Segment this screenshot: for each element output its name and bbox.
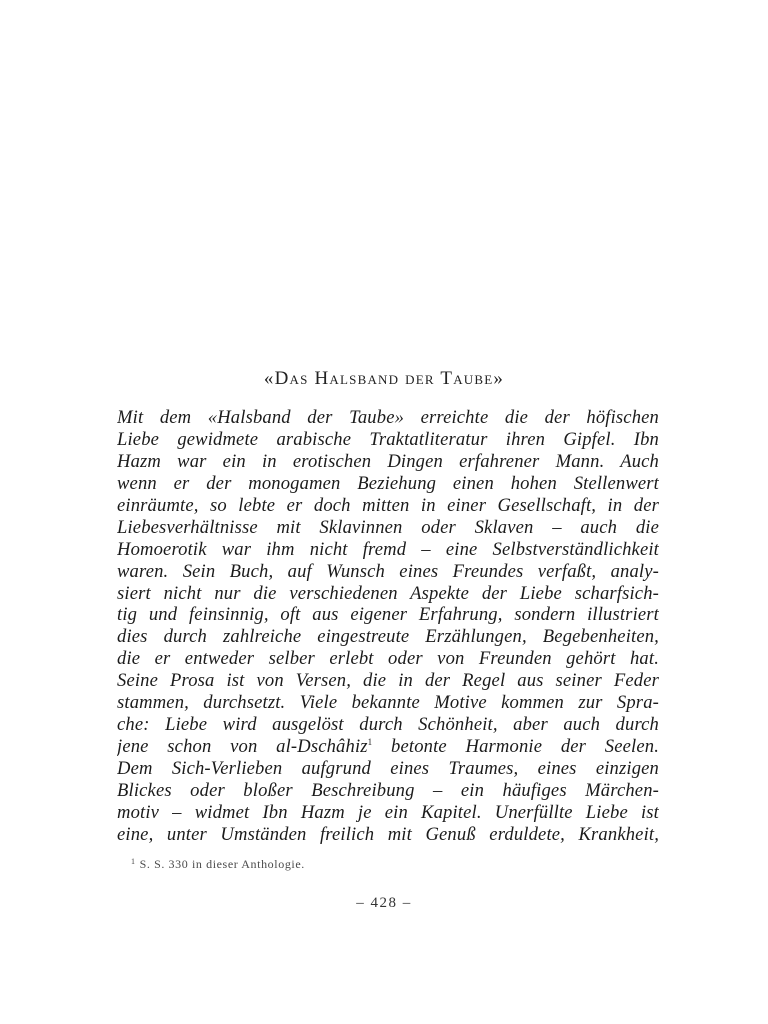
- body-line: Mit dem «Halsband der Taube» erreichte die der höfischen: [117, 407, 659, 428]
- footnote: [131, 857, 651, 872]
- body-line-with-footnote: [117, 736, 659, 758]
- body-line: Blickes oder bloßer Beschreibung – ein häufiges Märchen-: [117, 779, 659, 801]
- body-line: siert nicht nur die verschiedenen Aspekte der Liebe scharfsich-: [117, 582, 659, 604]
- body-line: waren. Sein Buch, auf Wunsch eines Freundes verfaßt, analy-: [117, 560, 659, 582]
- body-line: Liebe gewidmete arabische Traktatliteratur ihren Gipfel. Ibn: [117, 428, 659, 450]
- body-line: tig und feinsinnig, oft aus eigener Erfahrung, sondern illustriert: [117, 604, 659, 626]
- body-text: [117, 407, 659, 846]
- body-line-part: jene schon von al-Dschâhiz: [117, 736, 368, 758]
- chapter-title: «Das Halsband der Taube»: [263, 368, 505, 389]
- body-line: che: Liebe wird ausgelöst durch Schönheit, aber auch durch: [117, 714, 659, 736]
- body-line: wenn er der monogamen Beziehung einen hohen Stellenwert: [117, 472, 659, 494]
- body-line: Seine Prosa ist von Versen, die in der Regel aus seiner Feder: [117, 670, 659, 692]
- body-line: einräumte, so lebte er doch mitten in einer Gesellschaft, in der: [117, 494, 659, 516]
- footnote-reference[interactable]: 1: [367, 737, 373, 748]
- body-line-part: betonte Harmonie der Seelen.: [372, 736, 659, 758]
- body-line: dies durch zahlreiche eingestreute Erzählungen, Begebenheiten,: [117, 626, 659, 648]
- body-line: stammen, durchsetzt. Viele bekannte Motive kommen zur Spra-: [117, 692, 659, 714]
- footnote-text: S. S. 330 in dieser Anthologie.: [139, 857, 305, 871]
- page-number: – 428 –: [356, 895, 412, 911]
- body-line: Dem Sich-Verlieben aufgrund eines Traumes, eines einzigen: [117, 758, 659, 779]
- body-line: eine, unter Umständen freilich mit Genuß erduldete, Krankheit,: [117, 823, 659, 845]
- footnote-mark: 1: [131, 857, 136, 866]
- body-line: Hazm war ein in erotischen Dingen erfahrener Mann. Auch: [117, 450, 659, 472]
- body-line: Liebesverhältnisse mit Sklavinnen oder Sklaven – auch die: [117, 516, 659, 538]
- body-line: die er entweder selber erlebt oder von Freunden gehört hat.: [117, 648, 659, 670]
- body-line: motiv – widmet Ibn Hazm je ein Kapitel. Unerfüllte Liebe ist: [117, 801, 659, 823]
- body-line: Homoerotik war ihm nicht fremd – eine Selbstverständlichkeit: [117, 538, 659, 560]
